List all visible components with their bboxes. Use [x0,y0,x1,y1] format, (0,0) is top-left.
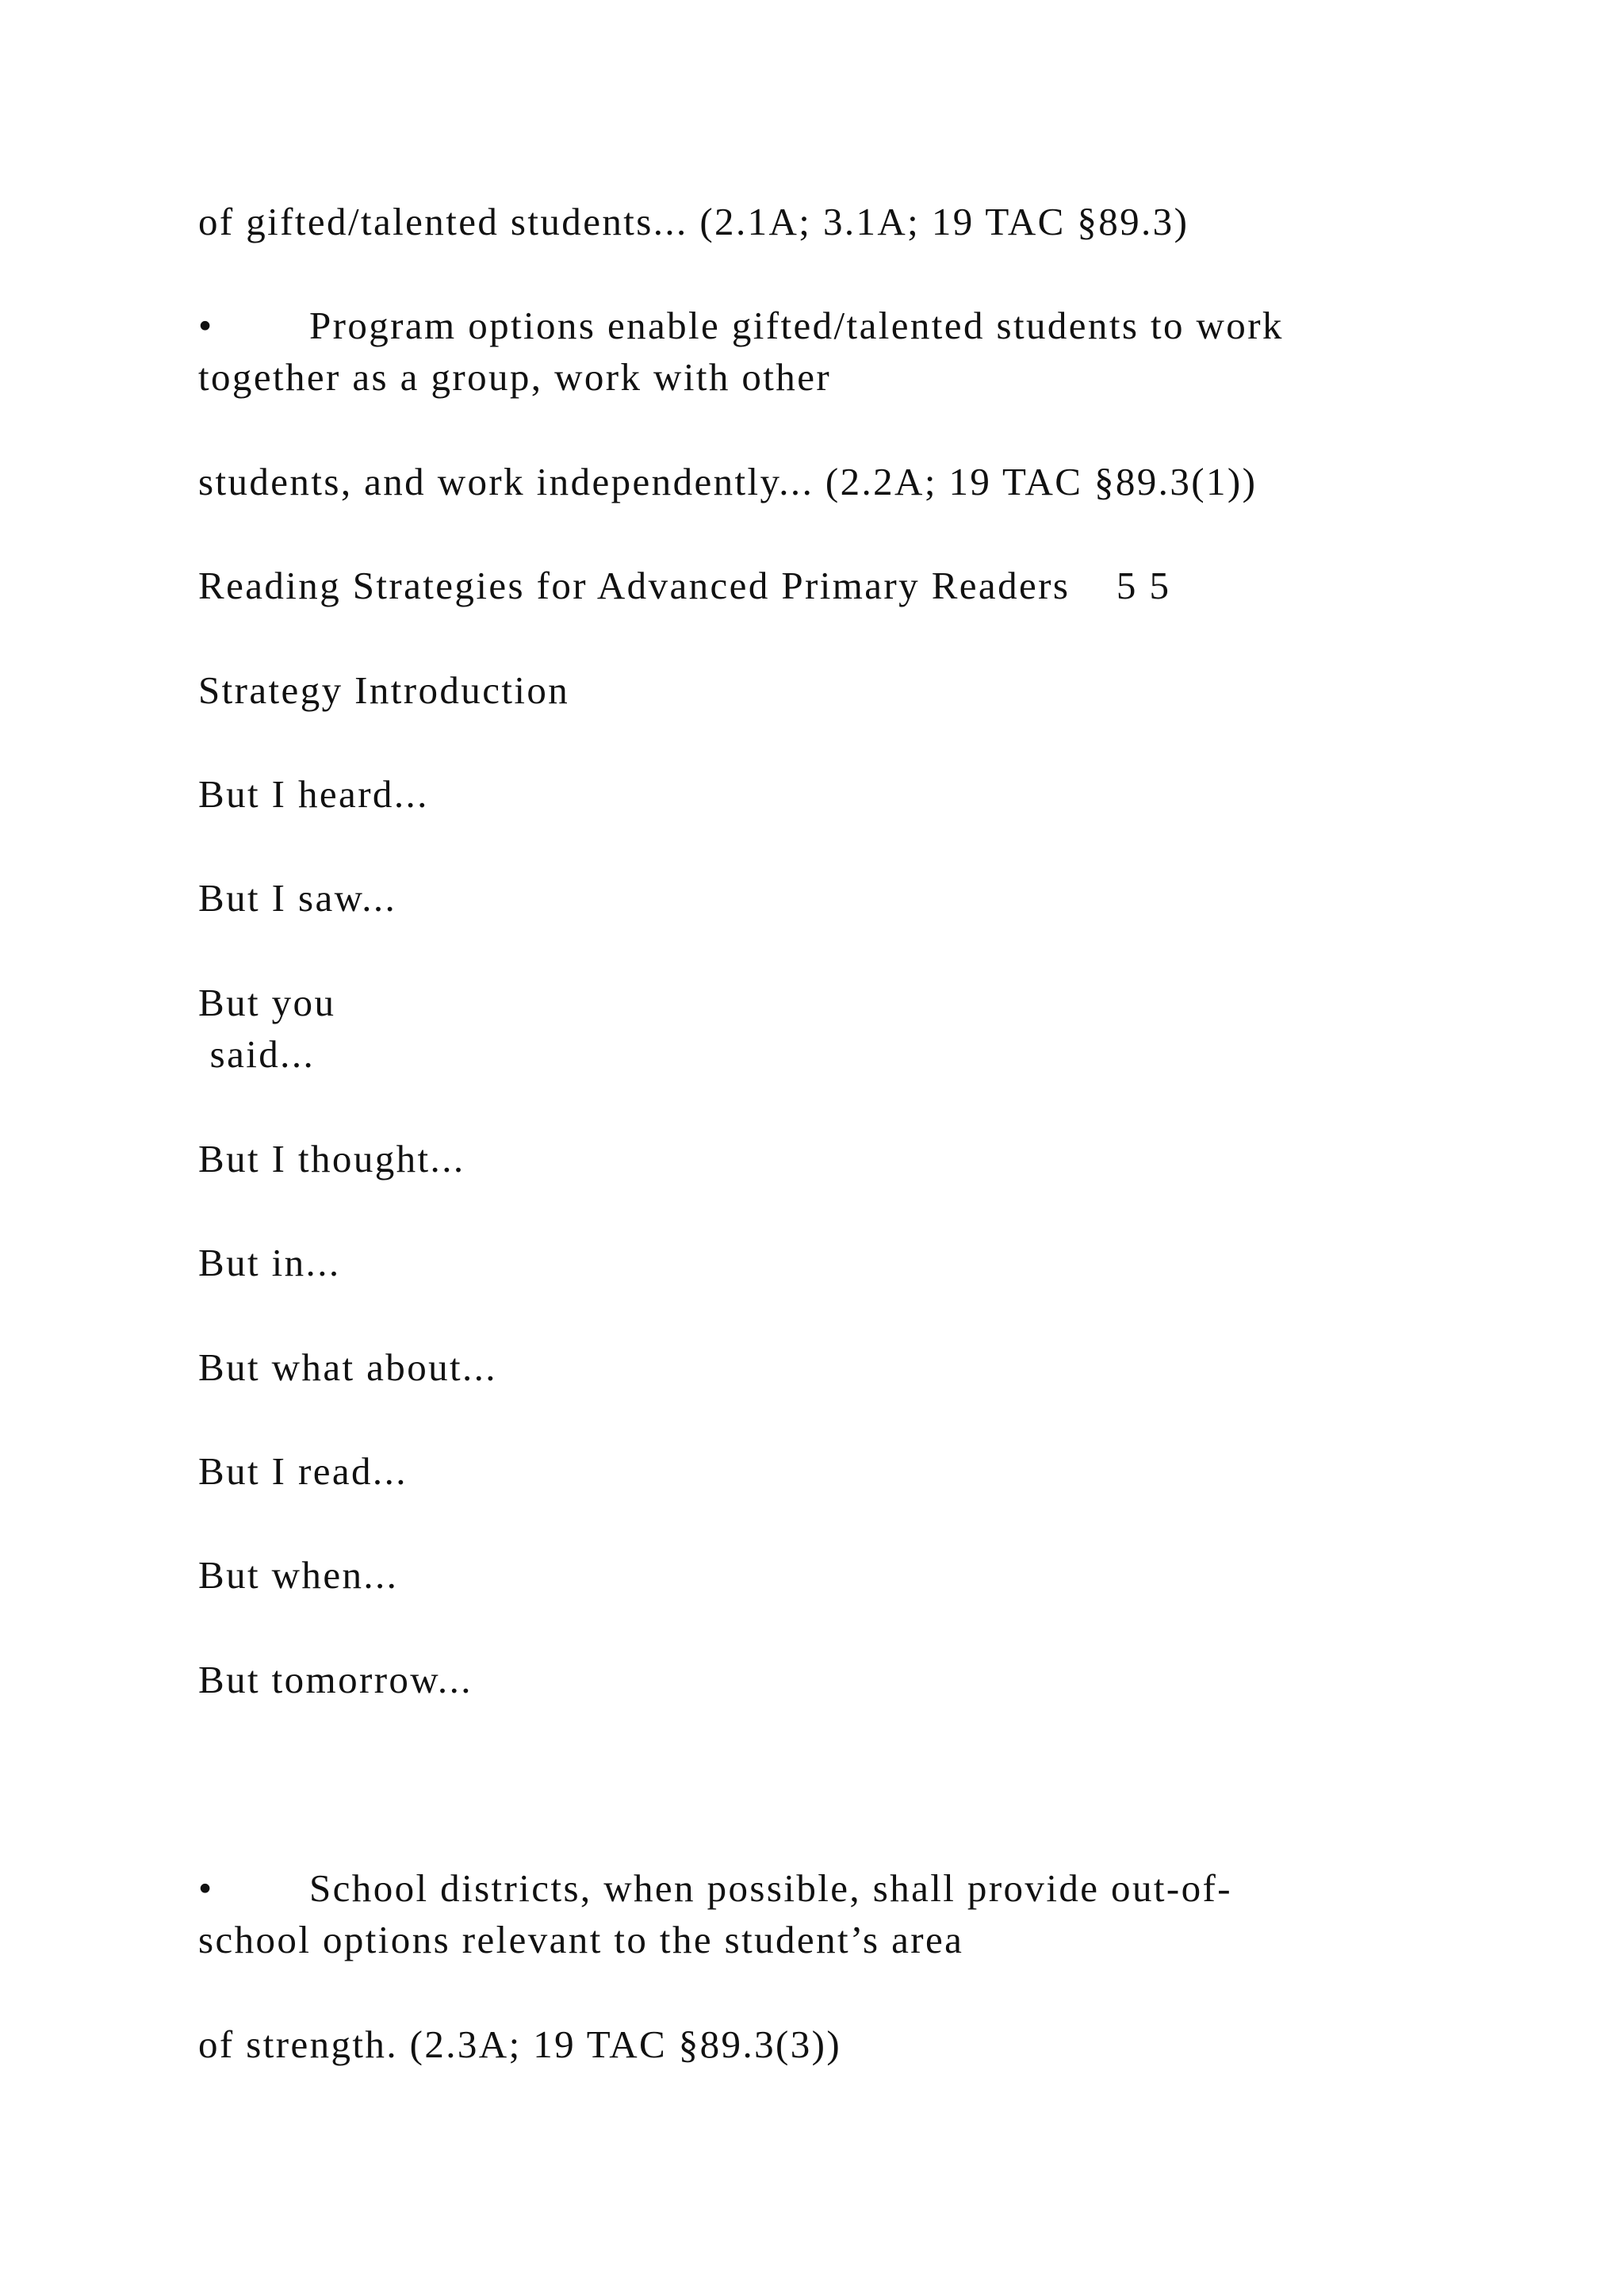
text-line: school options relevant to the student’s area [198,1918,964,1961]
bullet-text: Program options enable gifted/talented students to work [309,304,1284,347]
bullet-item [198,1862,1232,1914]
bullet-marker: • [198,1866,214,1910]
bullet-text: School districts, when possible, shall provide out-of- [309,1866,1232,1910]
list-item-continuation: said... [198,1032,316,1076]
text-line: together as a group, work with other [198,355,832,399]
text-line: students, and work independently... (2.2A; 19 TAC §89.3(1)) [198,460,1258,503]
text-line: of strength. (2.3A; 19 TAC §89.3(3)) [198,2022,842,2066]
list-item: But tomorrow... [198,1658,473,1701]
running-header: Reading Strategies for Advanced Primary Readers 5 5 [198,564,1171,607]
bullet-item [198,300,1284,351]
list-item: But I thought... [198,1137,465,1181]
list-item: But what about... [198,1345,497,1389]
section-heading: Strategy Introduction [198,668,570,712]
text-line: of gifted/talented students... (2.1A; 3.1A; 19 TAC §89.3) [198,200,1189,243]
bullet-marker: • [198,304,214,347]
list-item: But you [198,981,336,1024]
list-item: But I heard... [198,772,429,816]
list-item: But in... [198,1241,341,1284]
list-item: But I saw... [198,876,397,920]
list-item: But I read... [198,1449,408,1493]
list-item: But when... [198,1553,399,1597]
